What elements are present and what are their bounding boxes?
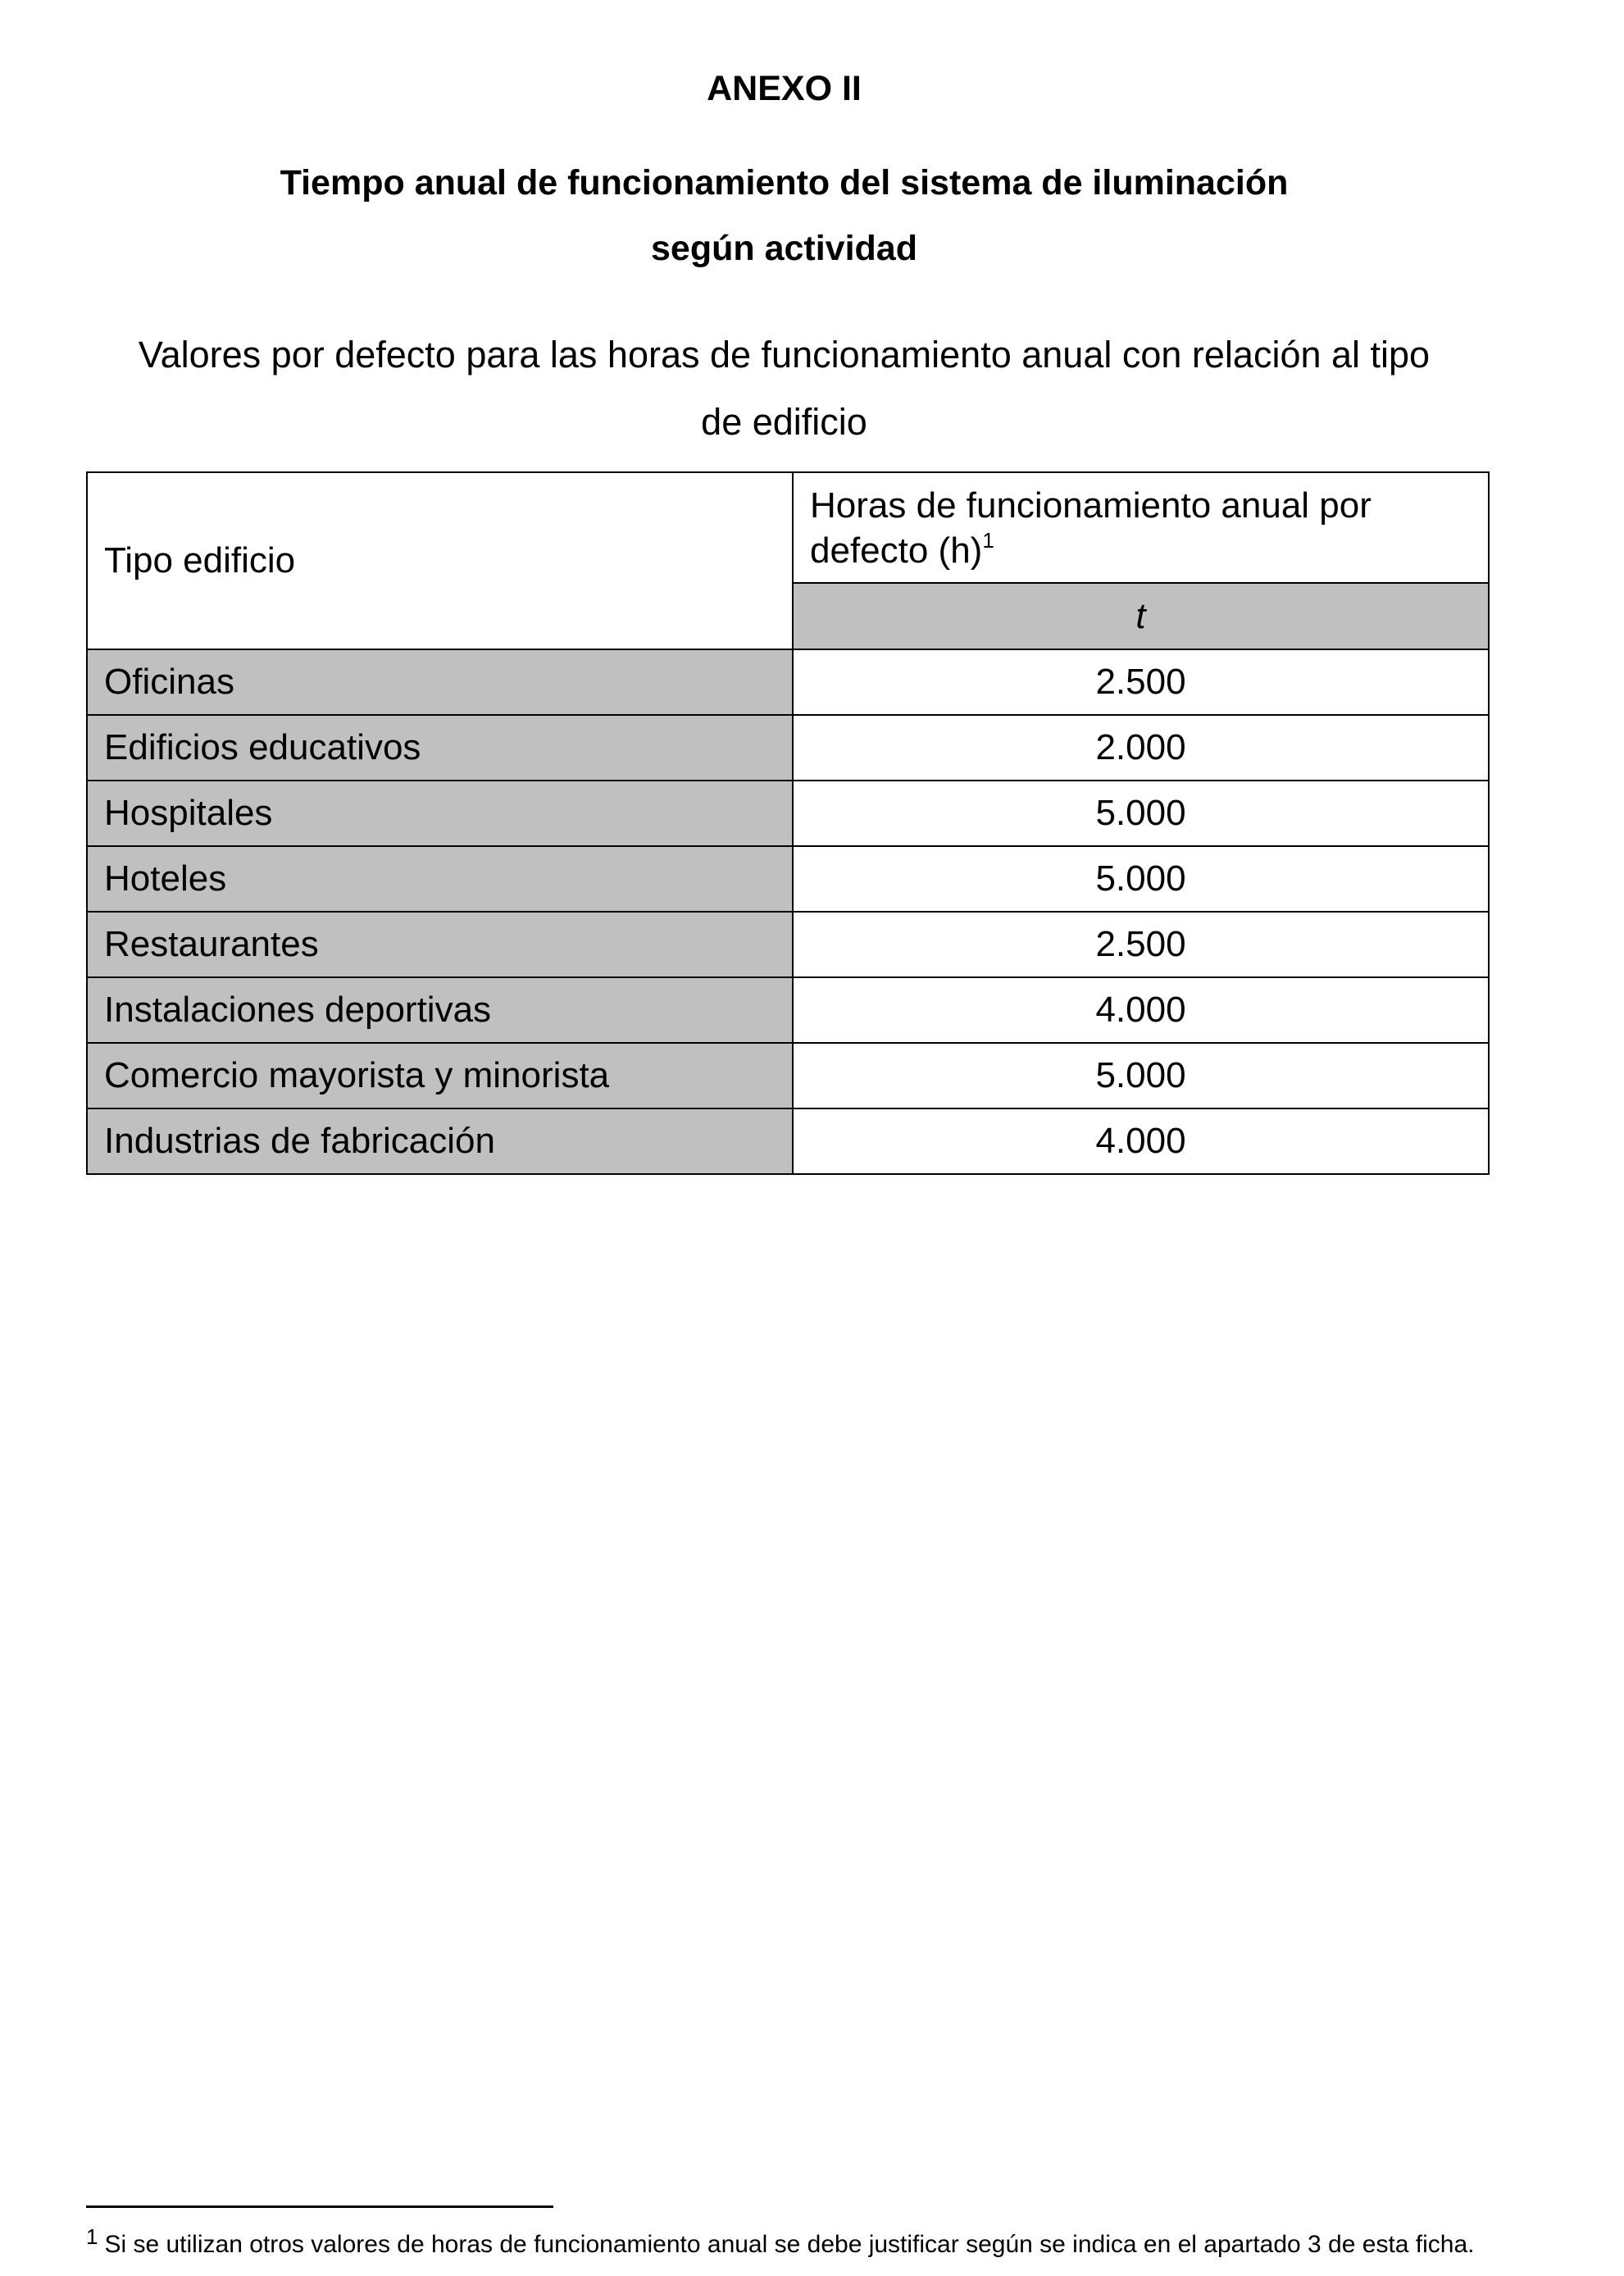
header-building-type-label: Tipo edificio: [104, 540, 296, 580]
hours-value-cell: 4.000: [793, 977, 1489, 1043]
table-header-row: [87, 472, 1489, 583]
header-building-type: [87, 472, 793, 649]
building-type-cell: Restaurantes: [87, 912, 793, 977]
table-row: [87, 977, 1489, 1043]
intro-paragraph: [0, 321, 1568, 456]
hours-value-cell: 2.500: [793, 649, 1489, 715]
table-row: [87, 781, 1489, 846]
table-row: [87, 1043, 1489, 1108]
annex-subtitle-line-2: según actividad: [651, 229, 917, 268]
hours-value-cell: 2.000: [793, 715, 1489, 781]
header-operating-hours-label: Horas de funcionamiento anual por defecto (h): [810, 485, 1372, 571]
building-type-cell: Hoteles: [87, 846, 793, 912]
hours-value-cell: 2.500: [793, 912, 1489, 977]
footnote-mark: 1: [86, 2224, 98, 2249]
table-row: [87, 846, 1489, 912]
footnote: [86, 2224, 1496, 2261]
header-symbol: t: [793, 583, 1489, 649]
hours-value-cell: 4.000: [793, 1108, 1489, 1174]
building-type-cell: Edificios educativos: [87, 715, 793, 781]
intro-line-1: Valores por defecto para las horas de funcionamiento anual con relación al tipo: [138, 334, 1431, 376]
annex-subtitle-line-1: Tiempo anual de funcionamiento del sistema de iluminación: [280, 163, 1289, 203]
building-type-cell: Oficinas: [87, 649, 793, 715]
annex-subtitle: [0, 150, 1568, 281]
table-row: [87, 912, 1489, 977]
footnote-text: Si se utilizan otros valores de horas de funcionamiento anual se debe justificar según se indica en el apartado 3 de esta ficha.: [104, 2231, 1475, 2258]
table-row: [87, 1108, 1489, 1174]
annex-title: ANEXO II: [707, 69, 862, 108]
intro-line-2: de edificio: [701, 401, 867, 443]
building-type-cell: Hospitales: [87, 781, 793, 846]
footnote-separator: [86, 2205, 553, 2208]
operating-hours-table: [86, 471, 1490, 1175]
table-row: [87, 715, 1489, 781]
building-type-cell: Comercio mayorista y minorista: [87, 1043, 793, 1108]
hours-value-cell: 5.000: [793, 1043, 1489, 1108]
header-operating-hours: [793, 472, 1489, 583]
hours-value-cell: 5.000: [793, 846, 1489, 912]
building-type-cell: Industrias de fabricación: [87, 1108, 793, 1174]
building-type-cell: Instalaciones deportivas: [87, 977, 793, 1043]
hours-value-cell: 5.000: [793, 781, 1489, 846]
table-row: [87, 649, 1489, 715]
footnote-reference[interactable]: 1: [982, 527, 994, 553]
